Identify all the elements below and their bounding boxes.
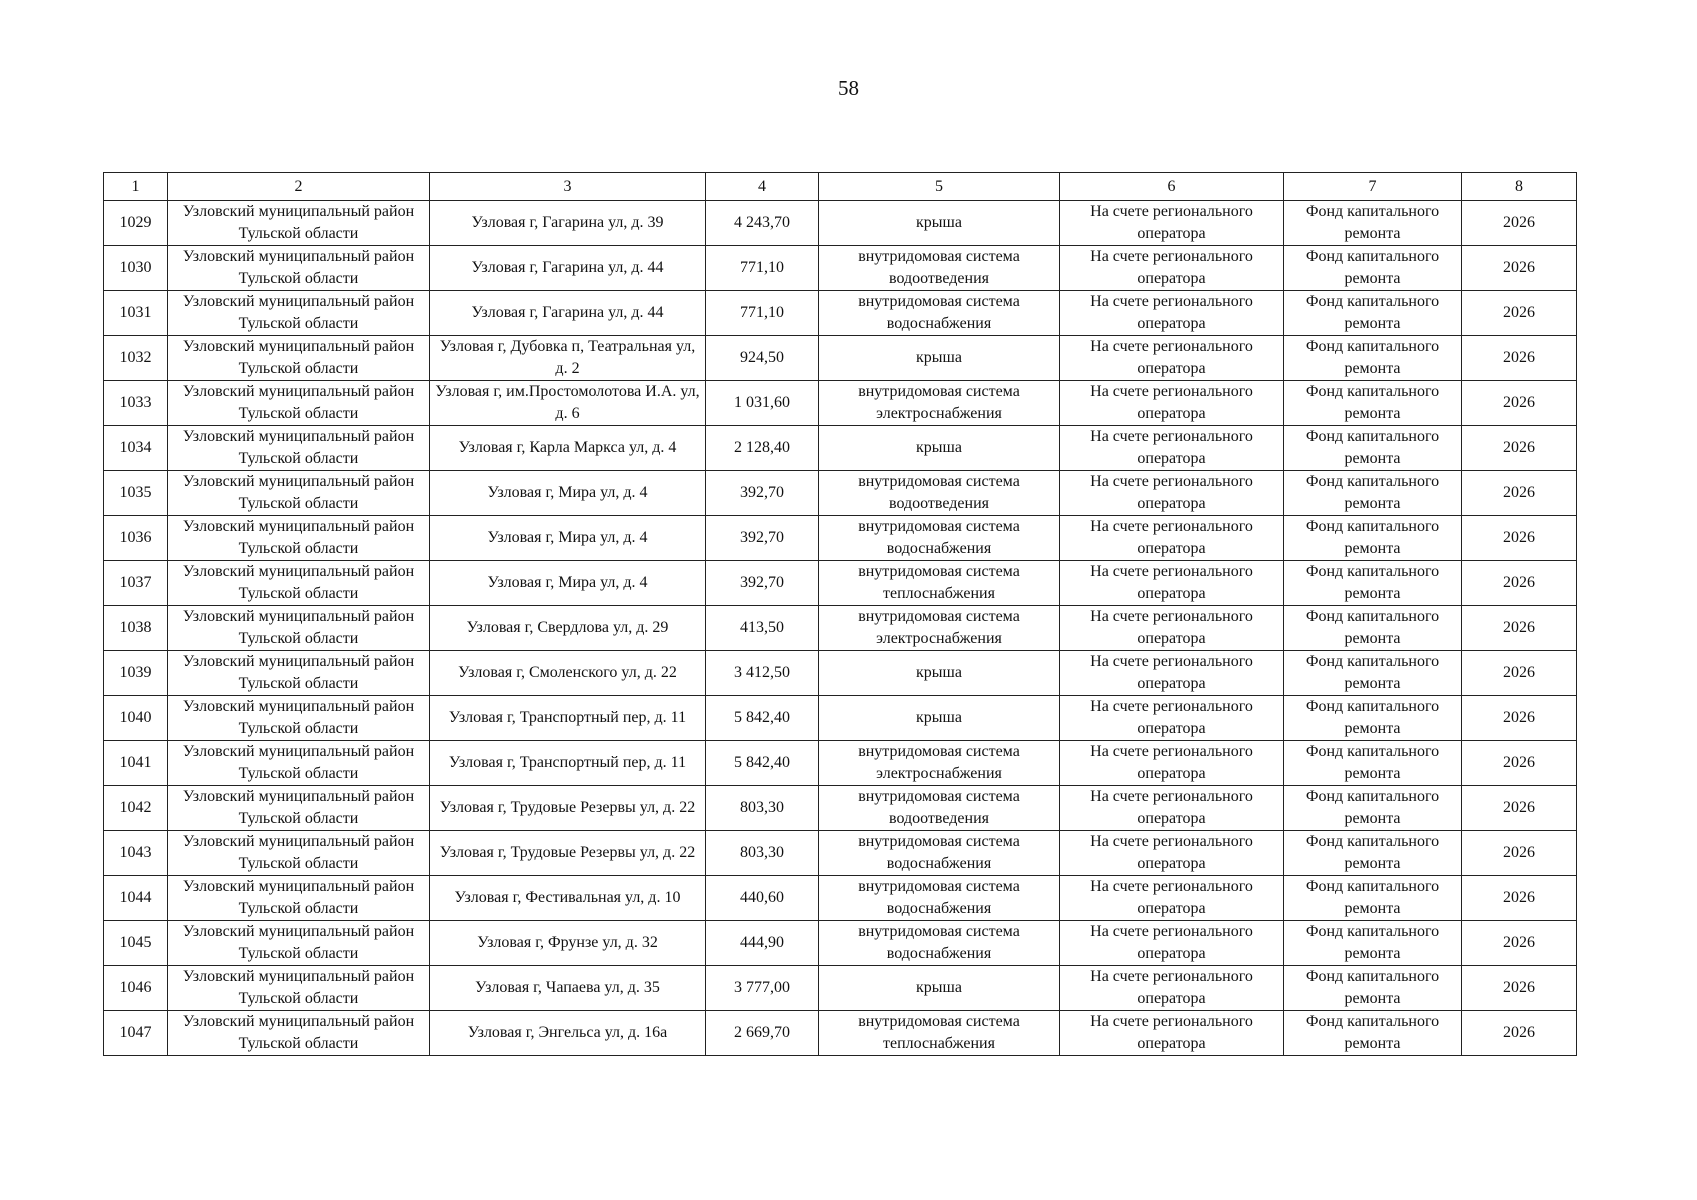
table-row [104, 1011, 1577, 1056]
row-number-cell: 1041 [104, 741, 168, 786]
fund-account-cell: На счете регионального оператора [1060, 696, 1284, 741]
district-cell: Узловский муниципальный район Тульской области [168, 246, 430, 291]
district-cell: Узловский муниципальный район Тульской области [168, 1011, 430, 1056]
work-type-cell: внутридомовая система водоотведения [819, 471, 1060, 516]
column-header: 3 [430, 173, 706, 201]
row-number-cell: 1036 [104, 516, 168, 561]
district-cell: Узловский муниципальный район Тульской области [168, 651, 430, 696]
fund-account-cell: На счете регионального оператора [1060, 966, 1284, 1011]
table-row [104, 741, 1577, 786]
year-cell: 2026 [1462, 696, 1577, 741]
work-type-cell: внутридомовая система водоснабжения [819, 921, 1060, 966]
row-number-cell: 1039 [104, 651, 168, 696]
address-cell: Узловая г, Фестивальная ул, д. 10 [430, 876, 706, 921]
page-number: 58 [838, 76, 859, 100]
year-cell: 2026 [1462, 606, 1577, 651]
column-header: 5 [819, 173, 1060, 201]
district-cell: Узловский муниципальный район Тульской области [168, 561, 430, 606]
address-cell: Узловая г, Фрунзе ул, д. 32 [430, 921, 706, 966]
work-type-cell: внутридомовая система электроснабжения [819, 741, 1060, 786]
table-header [104, 173, 1577, 201]
address-cell: Узловая г, Свердлова ул, д. 29 [430, 606, 706, 651]
district-cell: Узловский муниципальный район Тульской области [168, 201, 430, 246]
row-number-cell: 1042 [104, 786, 168, 831]
address-cell: Узловая г, Гагарина ул, д. 44 [430, 246, 706, 291]
year-cell: 2026 [1462, 561, 1577, 606]
fund-account-cell: На счете регионального оператора [1060, 831, 1284, 876]
work-type-cell: внутридомовая система водоснабжения [819, 876, 1060, 921]
funding-source-cell: Фонд капитального ремонта [1284, 201, 1462, 246]
table-row [104, 876, 1577, 921]
area-cell: 1 031,60 [706, 381, 819, 426]
district-cell: Узловский муниципальный район Тульской области [168, 966, 430, 1011]
area-cell: 771,10 [706, 291, 819, 336]
work-type-cell: крыша [819, 336, 1060, 381]
table-row [104, 786, 1577, 831]
funding-source-cell: Фонд капитального ремонта [1284, 696, 1462, 741]
address-cell: Узловая г, Трудовые Резервы ул, д. 22 [430, 831, 706, 876]
column-header: 6 [1060, 173, 1284, 201]
year-cell: 2026 [1462, 471, 1577, 516]
district-cell: Узловский муниципальный район Тульской области [168, 786, 430, 831]
fund-account-cell: На счете регионального оператора [1060, 471, 1284, 516]
row-number-cell: 1030 [104, 246, 168, 291]
row-number-cell: 1044 [104, 876, 168, 921]
table-row [104, 696, 1577, 741]
area-cell: 2 128,40 [706, 426, 819, 471]
work-type-cell: внутридомовая система теплоснабжения [819, 1011, 1060, 1056]
table-row [104, 831, 1577, 876]
column-header: 8 [1462, 173, 1577, 201]
area-cell: 771,10 [706, 246, 819, 291]
header-row [104, 173, 1577, 201]
table-row [104, 381, 1577, 426]
area-cell: 5 842,40 [706, 696, 819, 741]
area-cell: 413,50 [706, 606, 819, 651]
area-cell: 2 669,70 [706, 1011, 819, 1056]
address-cell: Узловая г, им.Простомолотова И.А. ул, д. 6 [430, 381, 706, 426]
year-cell: 2026 [1462, 651, 1577, 696]
address-cell: Узловая г, Трудовые Резервы ул, д. 22 [430, 786, 706, 831]
table-row [104, 291, 1577, 336]
row-number-cell: 1043 [104, 831, 168, 876]
table-body [104, 201, 1577, 1056]
district-cell: Узловский муниципальный район Тульской области [168, 516, 430, 561]
address-cell: Узловая г, Гагарина ул, д. 39 [430, 201, 706, 246]
work-type-cell: внутридомовая система электроснабжения [819, 606, 1060, 651]
fund-account-cell: На счете регионального оператора [1060, 876, 1284, 921]
table-row [104, 246, 1577, 291]
row-number-cell: 1038 [104, 606, 168, 651]
funding-source-cell: Фонд капитального ремонта [1284, 921, 1462, 966]
work-type-cell: внутридомовая система водоснабжения [819, 291, 1060, 336]
row-number-cell: 1046 [104, 966, 168, 1011]
fund-account-cell: На счете регионального оператора [1060, 921, 1284, 966]
funding-source-cell: Фонд капитального ремонта [1284, 741, 1462, 786]
year-cell: 2026 [1462, 336, 1577, 381]
fund-account-cell: На счете регионального оператора [1060, 786, 1284, 831]
district-cell: Узловский муниципальный район Тульской области [168, 471, 430, 516]
area-cell: 5 842,40 [706, 741, 819, 786]
table-row [104, 966, 1577, 1011]
funding-source-cell: Фонд капитального ремонта [1284, 651, 1462, 696]
area-cell: 440,60 [706, 876, 819, 921]
work-type-cell: внутридомовая система теплоснабжения [819, 561, 1060, 606]
district-cell: Узловский муниципальный район Тульской области [168, 696, 430, 741]
year-cell: 2026 [1462, 381, 1577, 426]
area-cell: 803,30 [706, 786, 819, 831]
table-row [104, 471, 1577, 516]
row-number-cell: 1031 [104, 291, 168, 336]
area-cell: 4 243,70 [706, 201, 819, 246]
work-type-cell: крыша [819, 201, 1060, 246]
district-cell: Узловский муниципальный район Тульской области [168, 741, 430, 786]
year-cell: 2026 [1462, 1011, 1577, 1056]
row-number-cell: 1033 [104, 381, 168, 426]
address-cell: Узловая г, Мира ул, д. 4 [430, 471, 706, 516]
row-number-cell: 1032 [104, 336, 168, 381]
work-type-cell: внутридомовая система водоснабжения [819, 516, 1060, 561]
address-cell: Узловая г, Гагарина ул, д. 44 [430, 291, 706, 336]
funding-source-cell: Фонд капитального ремонта [1284, 246, 1462, 291]
work-type-cell: крыша [819, 651, 1060, 696]
fund-account-cell: На счете регионального оператора [1060, 201, 1284, 246]
funding-source-cell: Фонд капитального ремонта [1284, 561, 1462, 606]
funding-source-cell: Фонд капитального ремонта [1284, 516, 1462, 561]
work-type-cell: крыша [819, 696, 1060, 741]
funding-source-cell: Фонд капитального ремонта [1284, 381, 1462, 426]
district-cell: Узловский муниципальный район Тульской области [168, 606, 430, 651]
year-cell: 2026 [1462, 426, 1577, 471]
year-cell: 2026 [1462, 201, 1577, 246]
row-number-cell: 1047 [104, 1011, 168, 1056]
area-cell: 3 412,50 [706, 651, 819, 696]
district-cell: Узловский муниципальный район Тульской области [168, 336, 430, 381]
fund-account-cell: На счете регионального оператора [1060, 246, 1284, 291]
column-header: 2 [168, 173, 430, 201]
fund-account-cell: На счете регионального оператора [1060, 561, 1284, 606]
area-cell: 924,50 [706, 336, 819, 381]
year-cell: 2026 [1462, 741, 1577, 786]
table-row [104, 336, 1577, 381]
address-cell: Узловая г, Энгельса ул, д. 16а [430, 1011, 706, 1056]
row-number-cell: 1045 [104, 921, 168, 966]
column-header: 4 [706, 173, 819, 201]
fund-account-cell: На счете регионального оператора [1060, 381, 1284, 426]
area-cell: 444,90 [706, 921, 819, 966]
work-type-cell: внутридомовая система электроснабжения [819, 381, 1060, 426]
funding-source-cell: Фонд капитального ремонта [1284, 876, 1462, 921]
table-row [104, 516, 1577, 561]
year-cell: 2026 [1462, 966, 1577, 1011]
area-cell: 392,70 [706, 516, 819, 561]
district-cell: Узловский муниципальный район Тульской области [168, 426, 430, 471]
column-header: 1 [104, 173, 168, 201]
table-row [104, 426, 1577, 471]
funding-source-cell: Фонд капитального ремонта [1284, 471, 1462, 516]
funding-source-cell: Фонд капитального ремонта [1284, 426, 1462, 471]
fund-account-cell: На счете регионального оператора [1060, 336, 1284, 381]
funding-source-cell: Фонд капитального ремонта [1284, 291, 1462, 336]
fund-account-cell: На счете регионального оператора [1060, 741, 1284, 786]
row-number-cell: 1037 [104, 561, 168, 606]
area-cell: 3 777,00 [706, 966, 819, 1011]
work-type-cell: крыша [819, 966, 1060, 1011]
row-number-cell: 1034 [104, 426, 168, 471]
district-cell: Узловский муниципальный район Тульской области [168, 876, 430, 921]
funding-source-cell: Фонд капитального ремонта [1284, 1011, 1462, 1056]
fund-account-cell: На счете регионального оператора [1060, 651, 1284, 696]
address-cell: Узловая г, Чапаева ул, д. 35 [430, 966, 706, 1011]
year-cell: 2026 [1462, 291, 1577, 336]
table-row [104, 606, 1577, 651]
district-cell: Узловский муниципальный район Тульской области [168, 921, 430, 966]
table-row [104, 651, 1577, 696]
district-cell: Узловский муниципальный район Тульской области [168, 291, 430, 336]
year-cell: 2026 [1462, 786, 1577, 831]
capital-repair-table [103, 172, 1577, 1056]
row-number-cell: 1040 [104, 696, 168, 741]
fund-account-cell: На счете регионального оператора [1060, 1011, 1284, 1056]
district-cell: Узловский муниципальный район Тульской области [168, 381, 430, 426]
address-cell: Узловая г, Транспортный пер, д. 11 [430, 741, 706, 786]
address-cell: Узловая г, Карла Маркса ул, д. 4 [430, 426, 706, 471]
address-cell: Узловая г, Транспортный пер, д. 11 [430, 696, 706, 741]
fund-account-cell: На счете регионального оператора [1060, 291, 1284, 336]
area-cell: 392,70 [706, 561, 819, 606]
year-cell: 2026 [1462, 246, 1577, 291]
fund-account-cell: На счете регионального оператора [1060, 426, 1284, 471]
table-row [104, 921, 1577, 966]
year-cell: 2026 [1462, 876, 1577, 921]
funding-source-cell: Фонд капитального ремонта [1284, 831, 1462, 876]
column-header: 7 [1284, 173, 1462, 201]
funding-source-cell: Фонд капитального ремонта [1284, 606, 1462, 651]
row-number-cell: 1035 [104, 471, 168, 516]
address-cell: Узловая г, Дубовка п, Театральная ул, д. 2 [430, 336, 706, 381]
funding-source-cell: Фонд капитального ремонта [1284, 786, 1462, 831]
work-type-cell: внутридомовая система водоснабжения [819, 831, 1060, 876]
address-cell: Узловая г, Мира ул, д. 4 [430, 561, 706, 606]
work-type-cell: внутридомовая система водоотведения [819, 786, 1060, 831]
district-cell: Узловский муниципальный район Тульской области [168, 831, 430, 876]
fund-account-cell: На счете регионального оператора [1060, 606, 1284, 651]
area-cell: 803,30 [706, 831, 819, 876]
table-row [104, 561, 1577, 606]
year-cell: 2026 [1462, 516, 1577, 561]
area-cell: 392,70 [706, 471, 819, 516]
year-cell: 2026 [1462, 921, 1577, 966]
address-cell: Узловая г, Смоленского ул, д. 22 [430, 651, 706, 696]
work-type-cell: крыша [819, 426, 1060, 471]
work-type-cell: внутридомовая система водоотведения [819, 246, 1060, 291]
funding-source-cell: Фонд капитального ремонта [1284, 966, 1462, 1011]
table-row [104, 201, 1577, 246]
funding-source-cell: Фонд капитального ремонта [1284, 336, 1462, 381]
row-number-cell: 1029 [104, 201, 168, 246]
address-cell: Узловая г, Мира ул, д. 4 [430, 516, 706, 561]
year-cell: 2026 [1462, 831, 1577, 876]
fund-account-cell: На счете регионального оператора [1060, 516, 1284, 561]
